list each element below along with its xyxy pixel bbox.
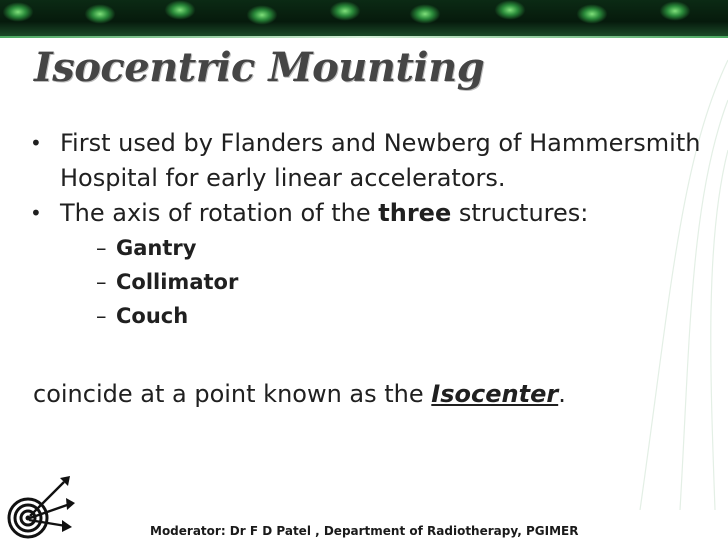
sub-list [60,231,710,333]
footer-credit: Moderator: Dr F D Patel , Department of Radiotherapy, PGIMER [150,524,579,538]
bullet-marker: • [30,201,42,225]
isocenter-term: Isocenter [431,380,559,408]
bullet-text: The axis of rotation of the [60,199,379,227]
header-divider [0,36,728,38]
bullet-text: First used by Flanders and Newberg of Hammersmith Hospital for early linear accelerators. [60,129,701,192]
sub-item-label: Couch [116,304,189,328]
bullet-item [30,196,710,333]
closing-text: coincide at a point known as the [33,380,432,408]
bullet-emphasis: three [378,199,452,227]
sub-item-label: Collimator [116,270,239,294]
slide-title: Isocentric Mounting [34,44,485,91]
dartboard-icon [4,470,76,542]
dash-marker: – [96,304,107,328]
bullet-item [30,126,710,196]
bullet-list [30,126,710,333]
dash-marker: – [96,236,107,260]
bullet-marker: • [30,131,42,155]
sub-item-gantry [82,231,710,265]
sub-item-label: Gantry [116,236,197,260]
bullet-text-end: structures: [451,199,589,227]
sub-item-couch [82,299,710,333]
sub-item-collimator [82,265,710,299]
header-banner [0,0,728,36]
dash-marker: – [96,270,107,294]
closing-statement [33,380,566,408]
closing-period: . [558,380,566,408]
